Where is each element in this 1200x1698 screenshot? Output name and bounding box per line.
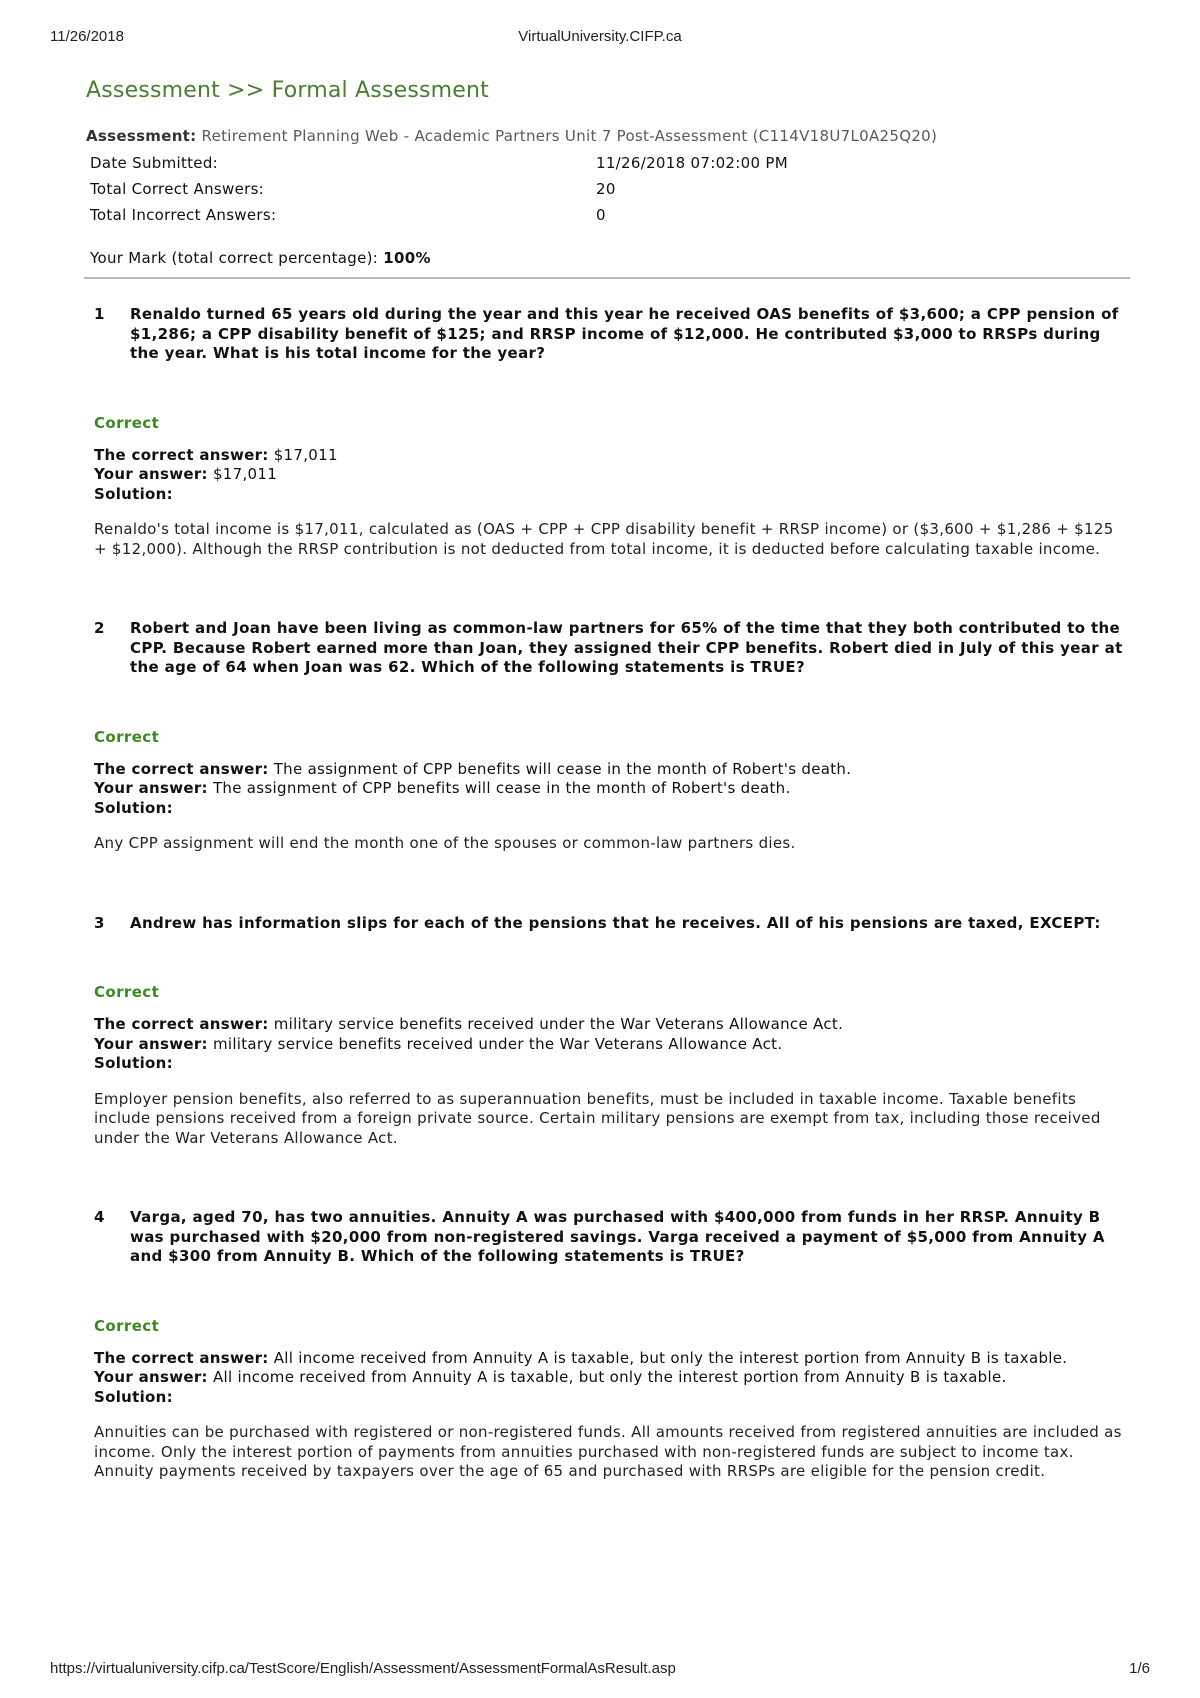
summary-value: 0	[596, 206, 606, 224]
solution-label: Solution:	[94, 1387, 173, 1406]
your-answer: All income received from Annuity A is taxable, but only the interest portion from Annuity B is taxable.	[212, 1368, 1007, 1386]
correct-answer-label: The correct answer:	[94, 1348, 269, 1367]
print-header	[50, 28, 1150, 48]
summary-table	[88, 151, 988, 229]
question-status: Correct	[94, 413, 160, 432]
mark-value: 100%	[383, 249, 431, 267]
solution-text: Employer pension benefits, also referred to as superannuation benefits, must be included in taxable income. Taxable benefits include pensions received from a foreign private source. Certain military pensions are exempt from tax, including those received under the War Veterans Allowance Act.	[94, 1089, 1101, 1147]
question-text: Robert and Joan have been living as common-law partners for 65% of the time that they both contributed to the CPP. Because Robert earned more than Joan, they assigned their CPP benefits. Robert died in July of this year at the age of 64 when Joan was 62. Which of the following statements is TRUE?	[130, 619, 1123, 676]
answer-block	[94, 1015, 1126, 1074]
summary-value: 20	[596, 180, 616, 198]
your-answer-label: Your answer:	[94, 1368, 208, 1386]
mark-line	[90, 249, 1126, 267]
mark-label: Your Mark (total correct percentage):	[90, 249, 379, 267]
question-item	[94, 305, 1126, 559]
assessment-info	[86, 127, 1126, 145]
question-item	[94, 914, 1126, 1149]
question-header	[94, 914, 1126, 934]
question-number: 4	[94, 1208, 105, 1226]
solution-label: Solution:	[94, 1054, 173, 1072]
correct-answer-label: The correct answer:	[94, 1015, 269, 1033]
your-answer: The assignment of CPP benefits will cease in the month of Robert's death.	[212, 779, 791, 797]
summary-key: Total Correct Answers:	[90, 180, 265, 198]
assessment-name: Retirement Planning Web - Academic Partners Unit 7 Post-Assessment (C114V18U7L0A25Q20)	[201, 127, 938, 145]
question-header	[94, 1208, 1126, 1267]
question-header	[94, 305, 1126, 364]
divider	[84, 277, 1130, 279]
print-site-title: VirtualUniversity.CIFP.ca	[518, 28, 682, 45]
answer-block	[94, 1349, 1126, 1408]
question-text: Andrew has information slips for each of the pensions that he receives. All of his pensions are taxed, EXCEPT:	[130, 913, 1101, 932]
answer-block	[94, 760, 1126, 819]
solution-text: Any CPP assignment will end the month one of the spouses or common-law partners dies.	[94, 834, 796, 852]
solution-text: Renaldo's total income is $17,011, calculated as (OAS + CPP + CPP disability benefit + RRSP income) or ($3,600 + $1,286 + $125 + $12,000). Although the RRSP contribution is not deducted from total income, it is deducted before calculating taxable income.	[94, 520, 1114, 558]
print-footer	[50, 1660, 1150, 1680]
your-answer-label: Your answer:	[94, 1034, 208, 1053]
correct-answer: $17,011	[273, 445, 338, 464]
question-header	[94, 619, 1126, 678]
solution-text: Annuities can be purchased with registered or non-registered funds. All amounts received from registered annuities are included as income. Only the interest portion of payments from annuities purchased with non-registered funds are subject to income tax. Annuity payments received by taxpayers over the age of 65 and purchased with RRSPs are eligible for the pension credit.	[94, 1423, 1122, 1480]
summary-row	[88, 203, 988, 229]
correct-answer: The assignment of CPP benefits will cease in the month of Robert's death.	[273, 759, 852, 778]
question-number: 3	[94, 913, 105, 932]
summary-value: 11/26/2018 07:02:00 PM	[596, 154, 788, 172]
summary-row	[88, 151, 988, 177]
your-answer: $17,011	[212, 465, 278, 483]
question-text: Varga, aged 70, has two annuities. Annuity A was purchased with $400,000 from funds in her RRSP. Annuity B was purchased with $20,000 from non-registered savings. Varga received a payment of $5,000 from Annuity A and $300 from Annuity B. Which of the following statements is TRUE?	[130, 1208, 1105, 1265]
correct-answer: military service benefits received under the War Veterans Allowance Act.	[273, 1015, 844, 1033]
assessment-label: Assessment:	[86, 127, 197, 145]
main-content	[86, 78, 1126, 1482]
your-answer-label: Your answer:	[94, 465, 208, 483]
summary-row	[88, 177, 988, 203]
question-item	[94, 1208, 1126, 1482]
print-page-number: 1/6	[1129, 1660, 1150, 1677]
summary-key: Date Submitted:	[90, 154, 219, 172]
question-item	[94, 619, 1126, 854]
page-title: Assessment >> Formal Assessment	[86, 78, 489, 103]
question-number: 1	[94, 305, 105, 323]
correct-answer-label: The correct answer:	[94, 445, 269, 464]
solution-label: Solution:	[94, 484, 173, 503]
question-status: Correct	[94, 727, 160, 746]
question-text: Renaldo turned 65 years old during the year and this year he received OAS benefits of $3,600; a CPP pension of $1,286; a CPP disability benefit of $125; and RRSP income of $12,000. He contributed $3,000 to RRSPs during the year. What is his total income for the year?	[130, 305, 1119, 362]
question-status: Correct	[94, 1316, 160, 1335]
your-answer-label: Your answer:	[94, 779, 208, 797]
answer-block	[94, 446, 1126, 505]
summary-key: Total Incorrect Answers:	[90, 206, 277, 224]
print-date: 11/26/2018	[50, 28, 124, 45]
correct-answer-label: The correct answer:	[94, 759, 269, 778]
your-answer: military service benefits received under the War Veterans Allowance Act.	[212, 1034, 783, 1053]
correct-answer: All income received from Annuity A is taxable, but only the interest portion from Annuity B is taxable.	[273, 1348, 1068, 1367]
solution-label: Solution:	[94, 798, 173, 817]
question-status: Correct	[94, 983, 160, 1001]
print-url: https://virtualuniversity.cifp.ca/TestScore/English/Assessment/AssessmentFormalAsResult.asp	[50, 1660, 676, 1677]
question-number: 2	[94, 619, 105, 637]
